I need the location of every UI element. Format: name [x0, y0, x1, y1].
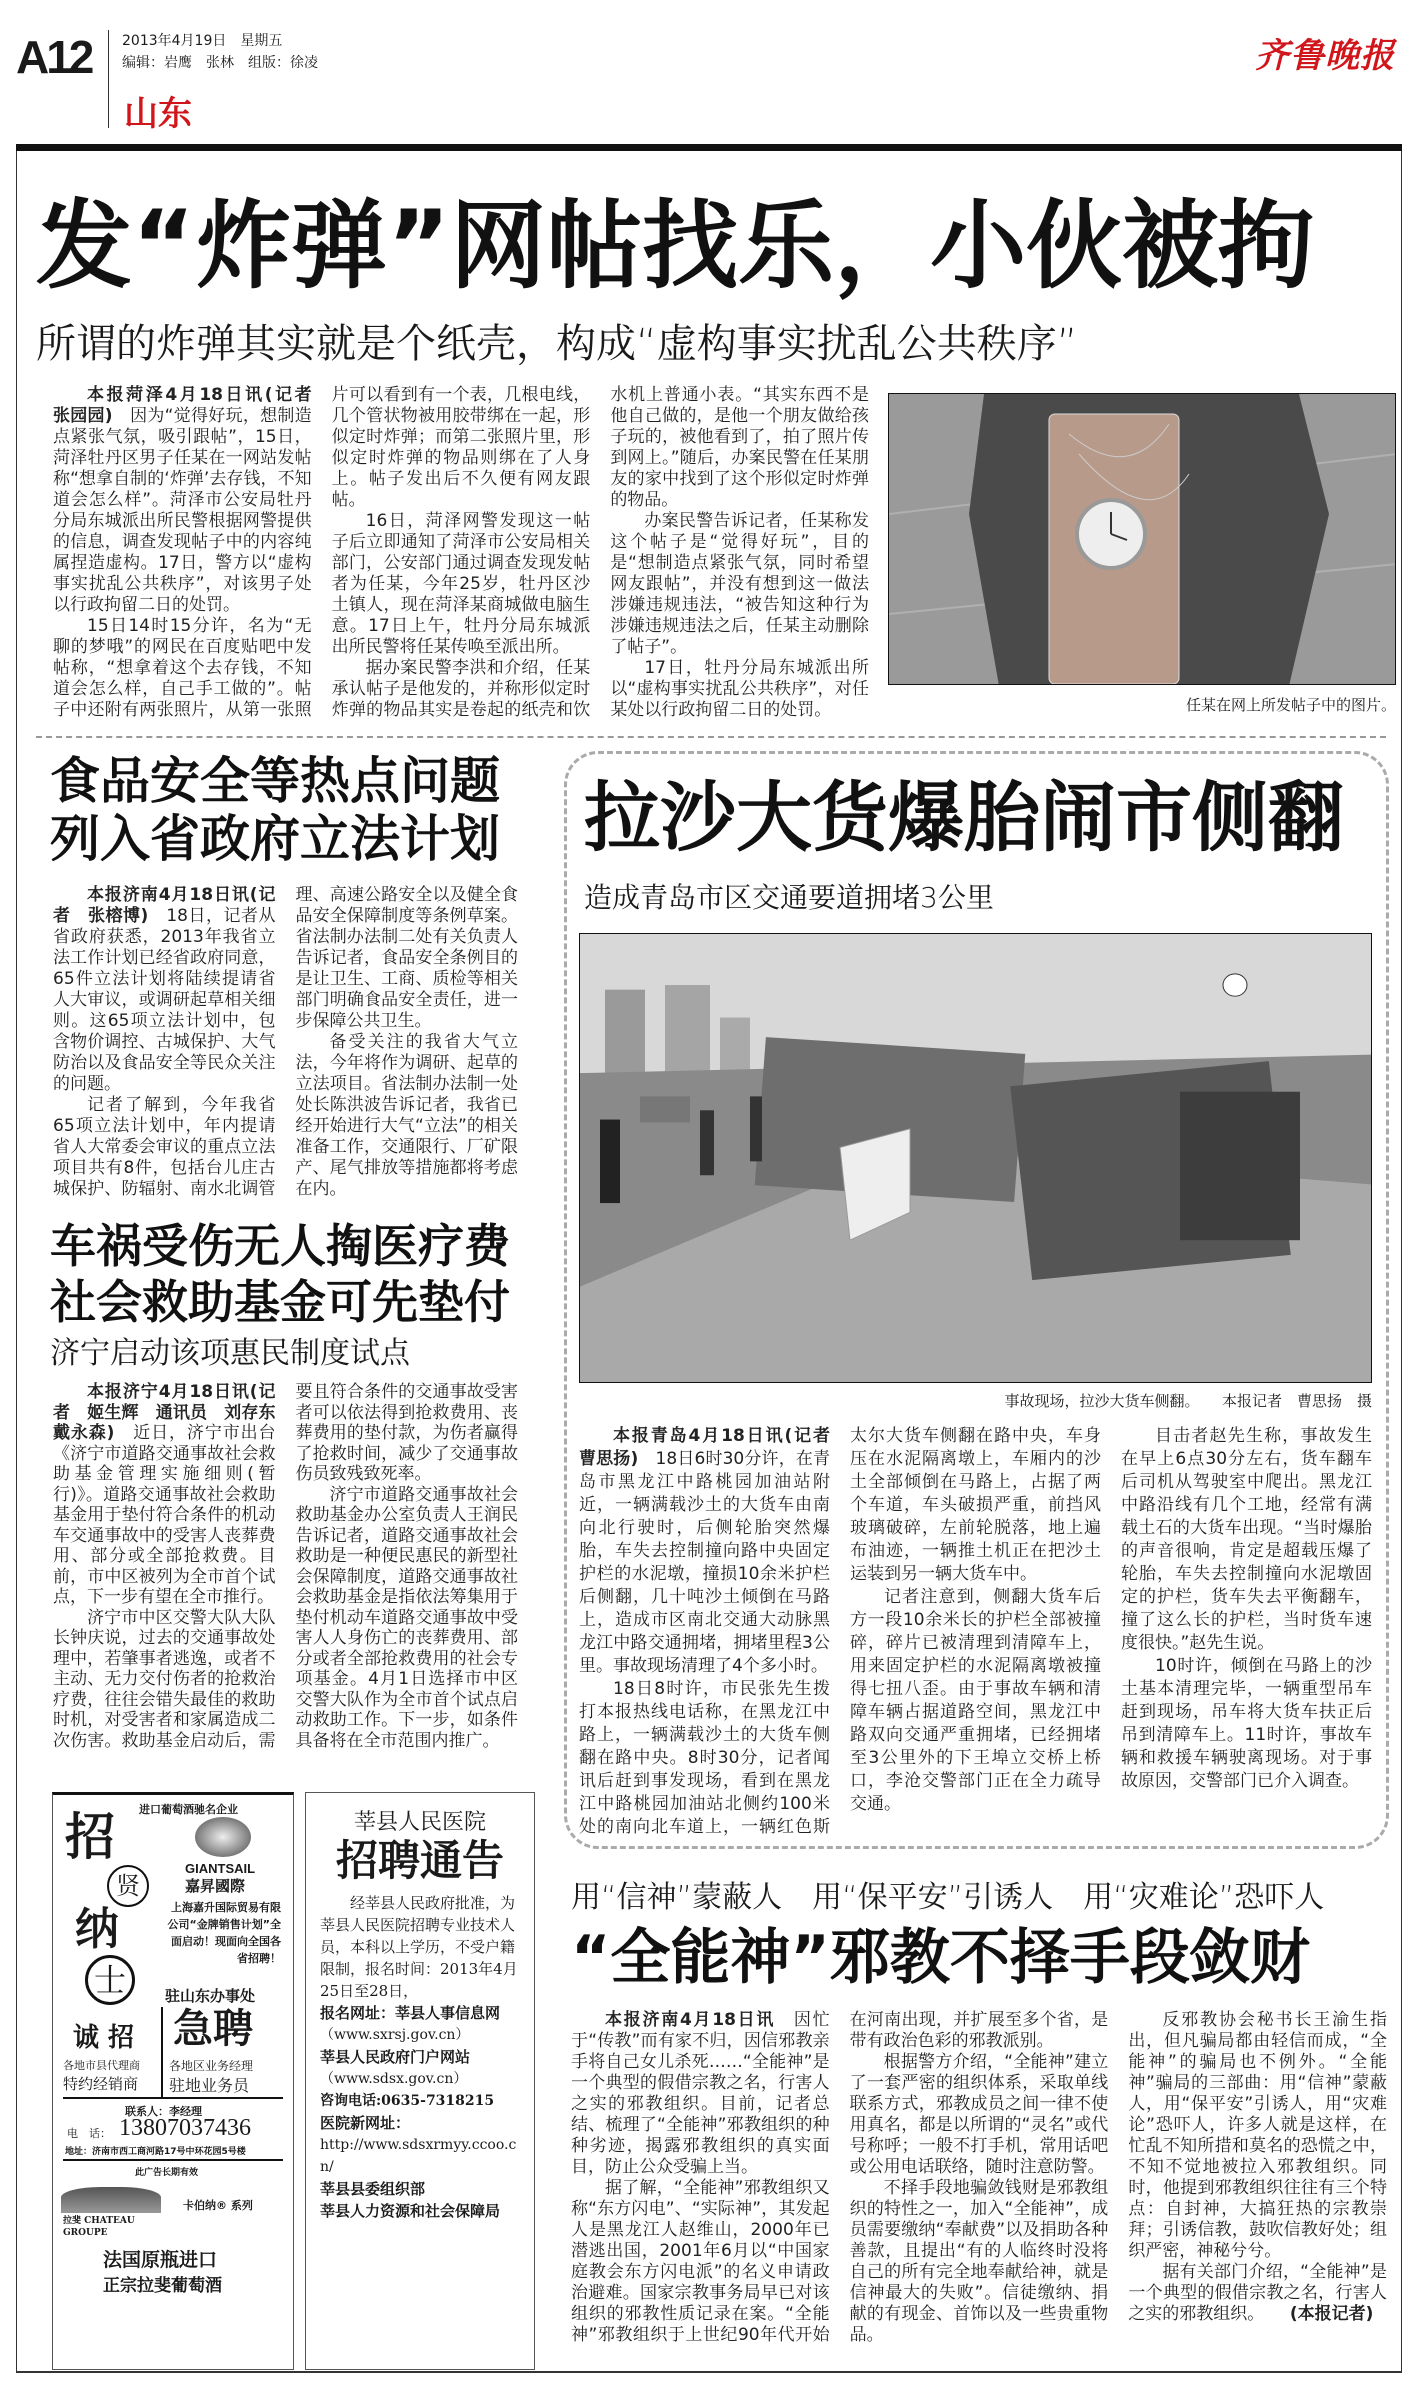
article-paragraph	[610, 658, 869, 721]
headline-line: 社会救助基金可先垫付	[50, 1275, 510, 1329]
article-paragraph	[850, 2052, 1109, 2178]
dateline: 本报济南4月18日讯(记者 张榕博)	[53, 885, 276, 926]
ad-org: 莘县人民医院	[353, 1809, 486, 1834]
brand-cn: 嘉昇國際	[185, 1877, 246, 1895]
header-divider	[108, 30, 109, 128]
article-paragraph	[53, 885, 276, 1095]
paragraph-text: 因忙于“传教”而有家不归，因信邪教亲手将自己女儿杀死……“全能神”是一个典型的假借宗教之名，行害人之实的邪教组织。目前，记者总结、梳理了“全能神”邪教组织的种种劣迹，揭露邪教组织的真实面目，防止公众受骗上当。	[571, 2010, 830, 2177]
paragraph-text: 办案民警告诉记者，任某称发这个帖子是“觉得好玩”，目的是“想制造点紧张气氛，同时希望网友跟帖”，并没有想到这一做法涉嫌违规违法，“被告知这种行为涉嫌违规违法之后，任某主动删除了帖子”。	[610, 511, 869, 657]
truck-accident-photo	[579, 933, 1372, 1383]
paragraph-text: 近日，济宁市出台《济宁市道路交通事故社会救助基金管理实施细则(暂行)》。道路交通事故社会救助基金用于垫付符合条件的机动车交通事故中的受害人丧葬费用、部分或全部抢救费。目前，市中区被列为全市首个试点，下一步有望在全市推行。	[53, 1423, 276, 1607]
bomb-article-body	[53, 385, 869, 721]
cult-article-body	[571, 2010, 1387, 2346]
article-paragraph	[850, 2178, 1109, 2346]
paragraph-text: 备受关注的我省大气立法，今年将作为调研、起草的立法项目。省法制办法制一处处长陈洪波告诉记者，我省已经开始进行大气“立法”的相关准备工作，交通限行、厂矿限产、尾气排放等措施都将考虑在内。	[295, 1032, 518, 1199]
top-rule	[16, 144, 1402, 151]
ad-issuer: 莘县人力资源和社会保障局	[320, 2202, 501, 2220]
page-number: A12	[16, 31, 92, 83]
main-headline: 发“炸弹”网帖找乐，小伙被拘	[36, 190, 1315, 302]
ad-left-line: 各地市县代理商	[63, 2059, 140, 2072]
giantsail-logo-icon	[195, 1817, 251, 1857]
paragraph-text: 据办案民警李洪和介绍，任某承认帖子是他发的，并称形似定时炸弹的物品其实是卷起的纸壳和饮水机上普通小表。“其实东西不是他自己做的，是他一个朋友做给孩子玩的，被他看到了，拍了照片传到网上。”随后，办案民警在任某朋友的家中找到了这个形似定时炸弹的物品。	[331, 385, 869, 720]
paragraph-text: 18日，记者从省政府获悉，2013年我省立法工作计划已经省政府同意，65件立法计划将陆续提请省人大审议，或调研起草相关细则。这65项立法计划中，包含物价调控、古城保护、大气防治以及食品安全等民众关注的问题。	[53, 906, 276, 1094]
article-paragraph	[332, 511, 591, 658]
ad-validity: 此广告长期有效	[135, 2168, 199, 2178]
article-paragraph	[610, 511, 869, 658]
accident-fund-headline	[50, 1218, 510, 1330]
food-safety-article-body	[53, 885, 518, 1200]
ad-intro: 上海嘉升国际贸易有限公司“金牌销售计划”全面启动！现面向全国各省招聘！	[167, 1901, 281, 1965]
food-safety-headline	[50, 752, 500, 868]
wine-recruitment-ad	[52, 1792, 294, 2370]
paragraph-text: 济宁市中区交警大队大队长钟庆说，过去的交通事故处理中，若肇事者逃逸，或者不主动、无力交付伤者的抢救治疗费，往往会错失最佳的救助时机，对受害者和家属造成二次伤害。救助基金启动后，需要且符合条件的交通事故受害者可以依法得到抢救费用、丧葬费用的垫付款，为伤者赢得了抢救时间，减少了交通事故伤员致残致死率。	[53, 1382, 518, 1751]
paragraph-text: 目击者赵先生称，事故发生在早上6点30分左右，货车翻车后司机从驾驶室中爬出。黑龙江中路沿线有几个工地，经常有满载土石的大货车出现。“当时爆胎的声音很响，肯定是超载压爆了轮胎，车失去控制撞向水泥墩固定的护栏，货车失去平衡翻车，撞了这么长的护栏，当时货车速度很快。”赵先生说。	[1121, 1426, 1372, 1653]
ad-site-link[interactable]: http://www.sdsxrmyy.ccoo.cn/	[320, 2137, 517, 2175]
headline-line: 列入省政府立法计划	[50, 810, 500, 868]
ad-phone: 咨询电话:0635-7318215	[320, 2093, 495, 2109]
signoff: (本报记者)	[1289, 2304, 1374, 2324]
ad-body: 经莘县人民政府批准，为莘县人民医院招聘专业技术人员，本科以上学历，不受户籍限制，报名时间：2013年4月25日至28日，	[320, 1894, 518, 2000]
article-paragraph	[53, 385, 329, 616]
calligraphy-char: 招	[65, 1807, 115, 1866]
ad-tagline: 进口葡萄酒驰名企业	[139, 1803, 238, 1816]
issue-date: 2013年4月19日 星期五	[122, 33, 283, 49]
article-paragraph	[296, 1485, 519, 1752]
ad-series: 卡伯纳® 系列	[183, 2199, 253, 2212]
ad-portal: 莘县人民政府门户网站	[320, 2048, 471, 2066]
ad-slogan: 正宗拉斐葡萄酒	[103, 2276, 222, 2296]
calligraphy-char: 士	[85, 1955, 135, 2005]
article-paragraph	[53, 1382, 293, 1608]
headline-line: 食品安全等热点问题	[50, 752, 500, 810]
dateline: 本报济宁4月18日讯(记者 姬生辉 通讯员 刘存东 戴永森)	[53, 1382, 293, 1443]
section-divider	[36, 736, 1386, 738]
paragraph-text: 据有关部门介绍，“全能神”是一个典型的假借宗教之名，行害人之实的邪教组织。	[1128, 2262, 1387, 2324]
paragraph-text: 18日8时许，市民张先生拨打本报热线电话称，在黑龙江中路上，一辆满载沙土的大货车侧翻在路中央。8时30分，记者闻讯后赶到事发现场，看到在黑龙江中路桃园加油站北侧约100米处的南向北车道上，一辆红色斯太尔大货车侧翻在路中央，车身压在水泥隔离墩上，车厢内的沙土全部倾倒在马路上，占据了两个车道，车头破损严重，前挡风玻璃破碎，左前轮脱落，地上遍布油迹，一辆推土机正在把沙土运装到另一辆大货车中。	[579, 1426, 1101, 1837]
paragraph-text: 17日，牡丹分局东城派出所以“虚构事实扰乱公共秩序”，对任某处以行政拘留二日的处罚。	[610, 658, 869, 720]
ad-office: 驻山东办事处	[165, 1987, 256, 2005]
truck-headline: 拉沙大货爆胎闹市侧翻	[584, 773, 1344, 862]
ad-issuer: 莘县县委组织部	[320, 2180, 426, 2198]
truck-article-body	[579, 1425, 1372, 1839]
main-subheadline: 所谓的炸弹其实就是个纸壳，构成“虚构事实扰乱公共秩序”	[36, 321, 1078, 367]
accident-fund-article-body	[53, 1382, 518, 1751]
truck-photo-caption: 事故现场，拉沙大货车侧翻。 本报记者 曹思扬 摄	[1004, 1392, 1372, 1410]
paragraph-text: 因为“觉得好玩，想制造点紧张气氛，吸引跟帖”，15日，菏泽牡丹区男子任某在一网站发帖称“想拿自制的‘炸弹’去存钱，不知道会怎么样”。菏泽市公安局牡丹分局东城派出所民警根据网警提供的信息，调查发现帖子中的内容纯属捏造虚构。17日，警方以“虚构事实扰乱公共秩序”，对该男子处以行政拘留二日的处罚。	[53, 406, 312, 615]
dateline: 本报济南4月18日讯	[605, 2010, 776, 2030]
article-paragraph	[1128, 2262, 1387, 2325]
dateline: 本报菏泽4月18日讯(记者 张园园)	[53, 385, 329, 426]
bomb-photo	[888, 393, 1396, 685]
paragraph-text: 10时许，倾倒在马路上的沙土基本清理完毕，一辆重型吊车赶到现场，吊车将大货车扶正后吊到清障车上。11时许，事故车辆和救援车辆驶离现场。对于事故原因，交警部门已介入调查。	[1121, 1656, 1372, 1791]
ad-contact: 联系人：李经理	[125, 2105, 202, 2118]
calligraphy-char: 纳	[75, 1904, 119, 1955]
cult-kicker: 用“信神”蒙蔽人 用“保平安”引诱人 用“灾难论”恐吓人	[571, 1880, 1325, 1915]
ad-left-line: 特约经销商	[63, 2075, 139, 2093]
hospital-recruitment-ad	[305, 1792, 535, 2370]
ad-phone-label: 电 话：	[67, 2127, 111, 2140]
ad-title: 招聘通告	[335, 1837, 504, 1884]
ad-site-link[interactable]: （www.sdsx.gov.cn）	[320, 2071, 468, 2087]
brand-en: GIANTSAIL	[185, 1861, 256, 1876]
ad-left-title: 诚 招	[73, 2023, 135, 2053]
ad-rule	[63, 2097, 283, 2099]
calligraphy-char: 贤	[107, 1865, 149, 1907]
ad-right-title: 急聘	[173, 2006, 253, 2052]
newspaper-logo: 齐鲁晚报	[1255, 36, 1395, 76]
article-paragraph	[571, 2010, 830, 2178]
paragraph-text: 记者注意到，侧翻大货车后方一段10余米长的护栏全部被撞碎，碎片已被清理到清障车上，用来固定护栏的水泥隔离墩被撞得七扭八歪。由于事故车辆和清障车辆占据道路空间，黑龙江中路双向交通严重拥堵，已经拥堵至3公里外的下王埠立交桥上桥口，李沧交警部门正在全力疏导交通。	[850, 1587, 1101, 1814]
article-paragraph	[1121, 1655, 1372, 1793]
ad-divider	[161, 2007, 163, 2097]
paragraph-text: 济宁市道路交通事故社会救助基金办公室负责人王润民告诉记者，道路交通事故社会救助是一种便民惠民的新型社会保障制度，道路交通事故社会救助基金是指依法筹集用于垫付机动车道路交通事故中受害人人身伤亡的丧葬费用、部分或者全部抢救费用的社会专项基金。4月1日选择市中区交警大队作为全市首个试点启动救助工作。下一步，如条件具备将在全市范围内推广。	[295, 1484, 518, 1751]
ad-slogan: 法国原瓶进口	[103, 2249, 218, 2271]
paragraph-text: 据了解，“全能神”邪教组织又称“东方闪电”、“实际神”，其发起人是黑龙江人赵维山，2000年已潜逃出国，2001年6月以“中国家庭教会东方闪电派”的名义申请政治避难。国家宗教事务局早已对该组织的邪教性质记录在案。“全能神”邪教组织于上世纪90年代开始在河南出现，并扩展至多个省，是带有政治色彩的邪教派别。	[571, 2010, 1109, 2345]
paragraph-text: 18日6时30分许，在青岛市黑龙江中路桃园加油站附近，一辆满载沙土的大货车由南向北行驶时，后侧轮胎突然爆胎，车失去控制撞向路中央固定护栏的水泥墩，撞损10余米护栏后侧翻，几十吨沙土倾倒在马路上，造成市区南北交通大动脉黑龙江中路交通拥堵，拥堵里程3公里。事故现场清理了4个多小时。	[579, 1449, 830, 1676]
editors-credit: 编辑：岩鹰 张林 组版：徐凌	[122, 55, 318, 71]
ad-rule	[63, 2159, 283, 2161]
chateau-logo: 拉斐 CHATEAU GROUPE	[63, 2216, 135, 2238]
paragraph-text: 反邪教协会秘书长王渝生指出，但凡骗局都由轻信而成，“全能神”的骗局也不例外。“全能神”骗局的三部曲：用“信神”蒙蔽人，用“保平安”引诱人，用“灾难论”恐吓人，许多人就是这样，在忙乱不知所措和莫名的恐慌之中，不知不觉地被拉入邪教组织。同时，他提到邪教组织往往有三个特点：自封神，大搞狂热的宗教崇拜；引诱信教，鼓吹信教好处；组织严密，神秘兮兮。	[1128, 2010, 1387, 2261]
ad-address: 地址：济南市西工商河路17号中环花园5号楼	[65, 2147, 246, 2157]
article-paragraph	[1128, 2010, 1387, 2262]
paragraph-text: 15日14时15分许，名为“无聊的梦哦”的网民在百度贴吧中发帖称，“想拿着这个去存钱，不知道会怎么样，自己手工做的”。帖子中还附有两张照片，从第一张照片可以看到有一个表，几根电线，几个管状物被用胶带绑在一起，形似定时炸弹；而第二张照片里，形似定时炸弹的物品则绑在了人身上。帖子发出后不久便有网友跟帖。	[53, 385, 591, 720]
ad-phone: 13807037436	[119, 2115, 251, 2141]
truck-subheadline: 造成青岛市区交通要道拥堵3公里	[584, 881, 994, 914]
dateline: 本报青岛4月18日讯(记者 曹思扬)	[579, 1426, 847, 1469]
chateau-logo-icon	[61, 2187, 161, 2213]
paragraph-text: 记者了解到，今年我省65项立法计划中，年内提请省人大常委会审议的重点立法项目共有8件，包括台儿庄古城保护、防辐射、南水北调管理、高速公路安全以及健全食品安全保障制度等条例草案。省法制办法制二处有关负责人告诉记者，食品安全条例目的是让卫生、工商、质检等相关部门明确食品安全责任，进一步保障公共卫生。	[53, 885, 518, 1199]
bomb-photo-caption: 任某在网上所发帖子中的图片。	[1185, 696, 1396, 714]
headline-line: 车祸受伤无人掏医疗费	[50, 1219, 510, 1273]
accident-fund-subheadline: 济宁启动该项惠民制度试点	[50, 1336, 410, 1371]
ad-site-link[interactable]: （www.sxrsj.gov.cn）	[320, 2027, 470, 2043]
cult-headline: “全能神”邪教不择手段敛财	[571, 1923, 1310, 1993]
ad-right-line: 各地区业务经理	[169, 2059, 254, 2073]
article-paragraph	[850, 1586, 1101, 1816]
paragraph-text: 根据警方介绍，“全能神”建立了一套严密的组织体系，采取单线联系方式，邪教成员之间一律不使用真名，都是以所谓的“灵名”或代号称呼；一般不打手机，常用话吧或公用电话联络，随时注意防警。	[849, 2052, 1109, 2177]
ad-new-site-label: 医院新网址：	[320, 2114, 411, 2132]
article-paragraph	[579, 1425, 847, 1678]
paragraph-text: 不择手段地骗敛钱财是邪教组织的特性之一，加入“全能神”，成员需要缴纳“奉献费”以及捐助各种善款，且提出“有的人临终时没将自己的所有完全地奉献给神，就是信神最大的失败”。信徒缴纳、捐献的有现金、首饰以及一些贵重物品。	[849, 2178, 1109, 2345]
section-name: 山东	[124, 94, 192, 134]
ad-site-label: 报名网址：莘县人事信息网	[320, 2004, 501, 2022]
article-paragraph	[296, 1032, 519, 1200]
paragraph-text: 16日，菏泽网警发现这一帖子后立即通知了菏泽市公安局相关部门，公安部门通过调查发现发帖者为任某，今年25岁，牡丹区沙土镇人，现在菏泽某商城做电脑生意。17日上午，牡丹分局东城派出所民警将任某传唤至派出所。	[331, 511, 591, 657]
ad-right-line: 驻地业务员	[169, 2076, 250, 2095]
article-paragraph	[1121, 1425, 1372, 1655]
